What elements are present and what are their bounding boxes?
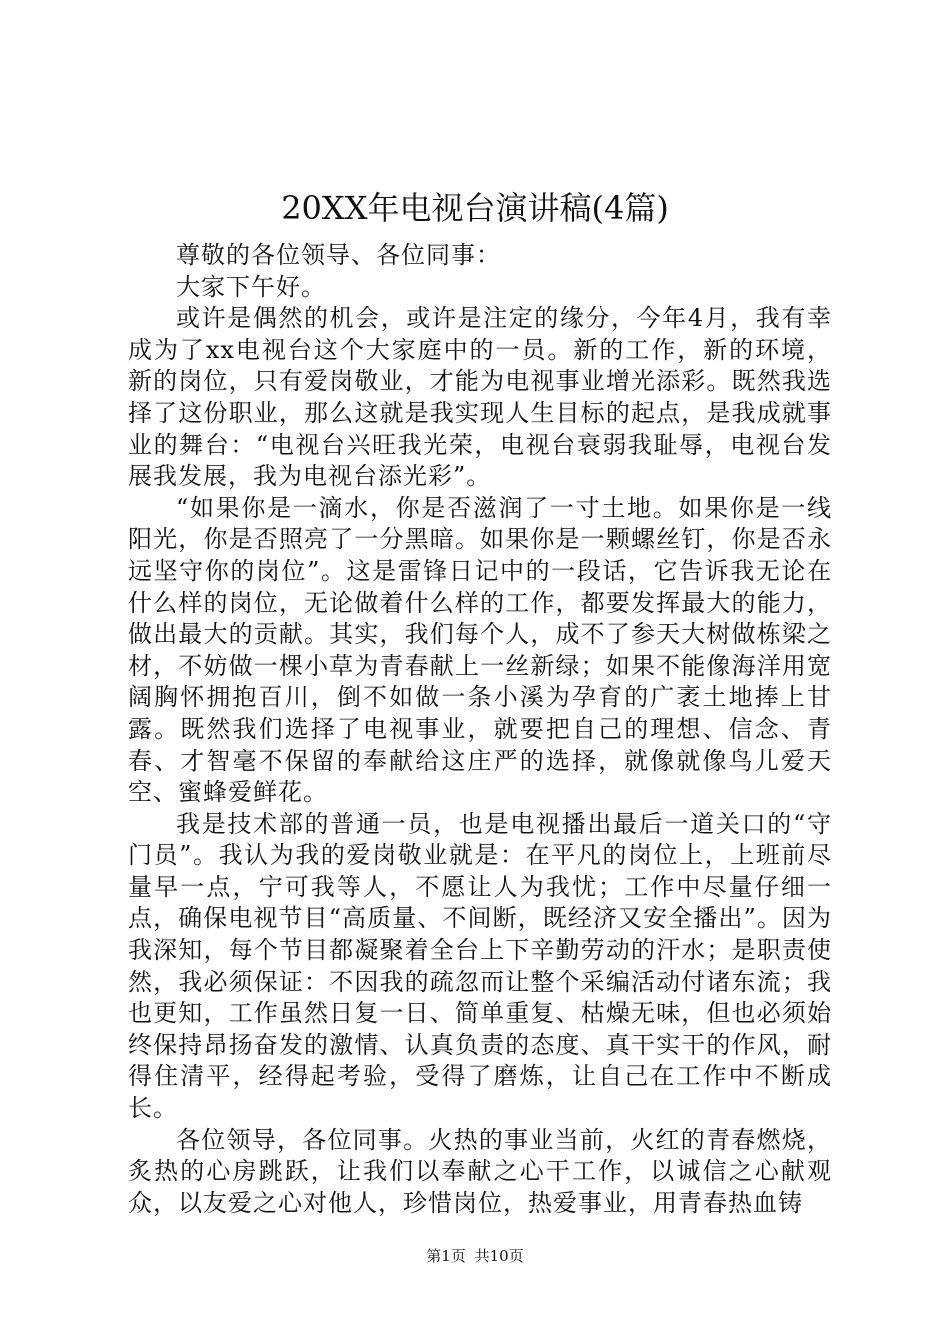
salutation-paragraph: 尊敬的各位领导、各位同事： <box>176 241 501 269</box>
greeting-paragraph: 大家下午好。 <box>176 272 326 301</box>
body-paragraph-4: 各位领导，各位同事。火热的事业当前，火红的青春燃烧，炙热的心房跳跃，让我们以奉献之心干工作，以诚信之心献观众，以友爱之心对他人，珍惜岗位，热爱事业，用青春热血铸 <box>128 1125 832 1217</box>
body-paragraph-2: “如果你是一滴水，你是否滋润了一寸土地。如果你是一线阳光，你是否照亮了一分黑暗。如果你是一颗螺丝钉，你是否永远坚守你的岗位”。这是雷锋日记中的一段话，它告诉我无论在什么样的岗位，无论做着什么样的工作，都要发挥最大的能力，做出最大的贡献。其实，我们每个人，成不了参天大树做栋梁之材，不妨做一棵小草为青春献上一丝新绿；如果不能像海洋用宽阔胸怀拥抱百川，倒不如做一条小溪为孕育的广袤土地捧上甘露。既然我们选择了电视事业，就要把自己的理想、信念、青春、才智毫不保留的奉献给这庄严的选择，就像就像鸟儿爱天空、蜜蜂爱鲜花。 <box>128 493 832 807</box>
document-body <box>128 240 832 1219</box>
document-title: 20XX年电视台演讲稿(4篇) <box>281 189 669 227</box>
page-number: 第1页 <box>426 1247 466 1265</box>
page-total: 共10页 <box>474 1247 524 1265</box>
body-paragraph-3: 我是技术部的普通一员，也是电视播出最后一道关口的“守门员”。我认为我的爱岗敬业就是：在平凡的岗位上，上班前尽量早一点，宁可我等人，不愿让人为我忧；工作中尽量仔细一点，确保电视节目“高质量、不间断，既经济又安全播出”。因为我深知，每个节目都凝聚着全台上下辛勤劳动的汗水；是职责使然，我必须保证：不因我的疏忽而让整个采编活动付诸东流；我也更知，工作虽然日复一日、简单重复、枯燥无味，但也必须始终保持昂扬奋发的激情、认真负责的态度、真干实干的作风，耐得住清平，经得起考验，受得了磨炼，让自己在工作中不断成长。 <box>128 809 832 1123</box>
body-paragraph-1: 或许是偶然的机会，或许是注定的缘分，今年4月，我有幸成为了xx电视台这个大家庭中的一员。新的工作，新的环境，新的岗位，只有爱岗敬业，才能为电视事业增光添彩。既然我选择了这份职业，那么这就是我实现人生目标的起点，是我成就事业的舞台：“电视台兴旺我光荣，电视台衰弱我耻辱，电视台发展我发展，我为电视台添光彩”。 <box>128 304 832 491</box>
page-footer <box>0 1246 950 1266</box>
